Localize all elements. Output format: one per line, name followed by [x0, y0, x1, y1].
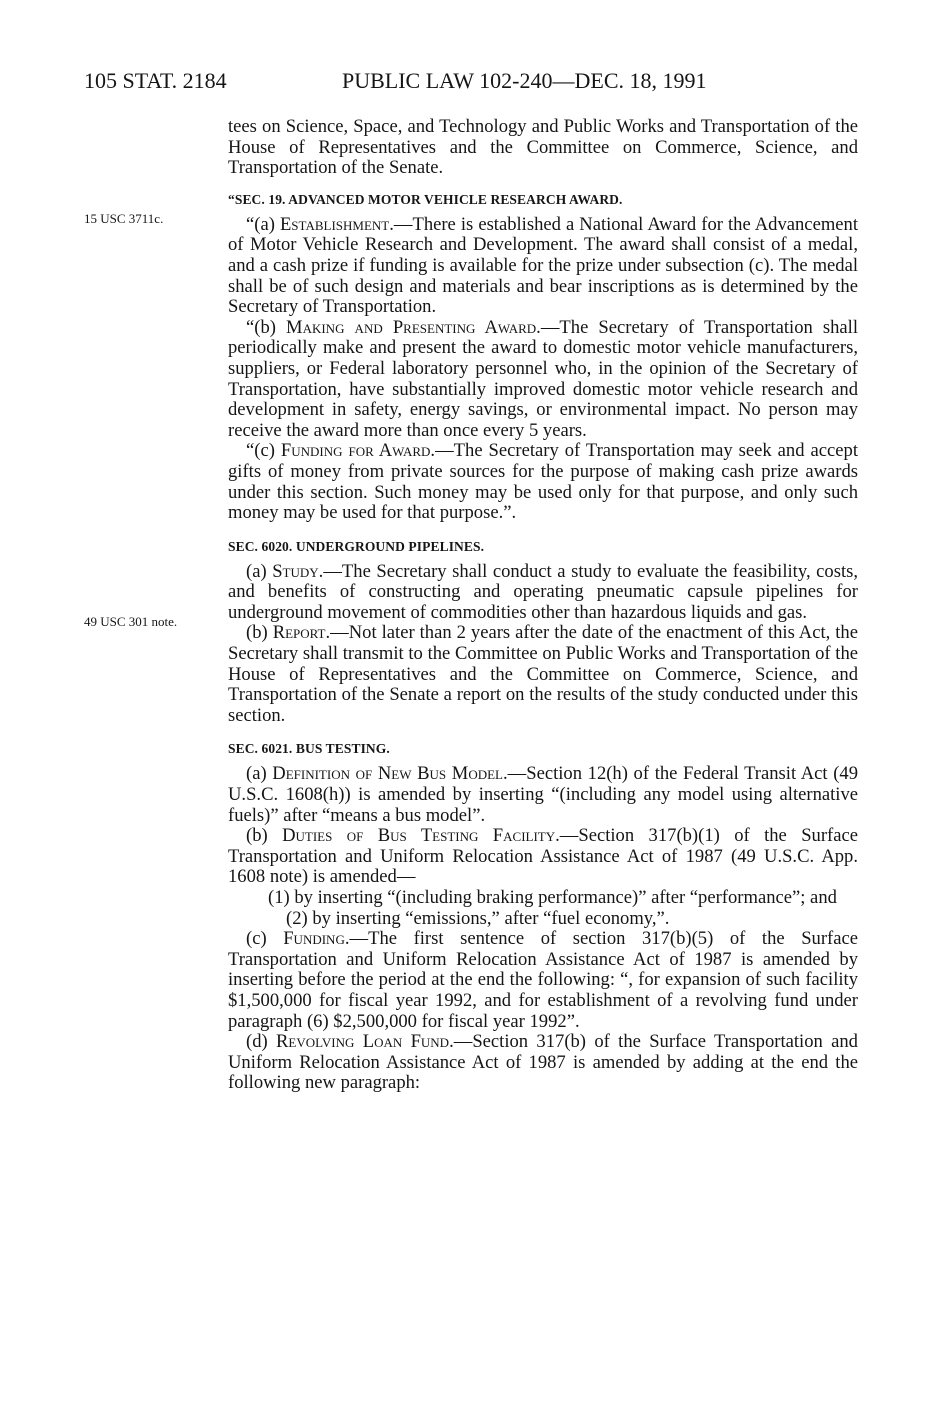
paragraph-19b: “(b) Making and Presenting Award.—The Secretary of Transportation shall periodically make and present the award to domestic motor vehicle manufacturers, suppliers, or Federal laboratory personnel who, in the opinion of the Secretary of Transportation, have substantially improved domestic motor vehicle research and development in safety, energy savings, or environmental impact. No person may receive the award more than once every 5 years.	[228, 316, 859, 441]
paragraph-6021b-2: (2) by inserting “emissions,” after “fuel economy,”.	[286, 907, 670, 929]
paragraph-6021c: (c) Funding.—The first sentence of section 317(b)(5) of the Surface Transportation and Uniform Relocation Assistance Act of 1987 is amended by inserting before the period at the end the following: “, for expansion of such facility $1,500,000 for fiscal year 1992, and for establishment of a revolving fund under paragraph (6) $2,500,000 for fiscal year 1992”.	[228, 928, 858, 1032]
section-6020-heading: SEC. 6020. UNDERGROUND PIPELINES.	[228, 538, 485, 554]
margin-note-usc-3711c: 15 USC 3711c.	[84, 211, 164, 226]
paragraph-6021b: (b) Duties of Bus Testing Facility.—Section 317(b)(1) of the Surface Transportation and Uniform Relocation Assistance Act of 1987 (49 U.S.C. App. 1608 note) is amended—	[228, 825, 858, 888]
paragraph-6021b-1: (1) by inserting “(including braking performance)” after “performance”; and	[268, 887, 837, 908]
paragraph-6021d: (d) Revolving Loan Fund.—Section 317(b) of the Surface Transportation and Uniform Relocation Assistance Act of 1987 is amended by adding at the end the following new paragraph:	[228, 1031, 858, 1094]
section-6021-heading: SEC. 6021. BUS TESTING.	[228, 741, 390, 757]
paragraph-19c: “(c) Funding for Award.—The Secretary of Transportation may seek and accept gifts of money from private sources for the purpose of making cash prize awards under this section. Such money may be used only for that purpose, and only such money may be used for that purpose.”.	[228, 440, 858, 524]
section-19-heading: “SEC. 19. ADVANCED MOTOR VEHICLE RESEARCH AWARD.	[228, 191, 623, 207]
paragraph-19a: “(a) Establishment.—There is established a National Award for the Advancement of Motor Vehicle Research and Development. The award shall consist of a medal, and a cash prize if funding is available for the prize under subsection (c). The medal shall be of such design and materials and bear inscriptions as is determined by the Secretary of Transportation.	[228, 213, 858, 318]
paragraph-6021a: (a) Definition of New Bus Model.—Section 12(h) of the Federal Transit Act (49 U.S.C. 1608(h)) is amended by inserting “(including any model using alternative fuels)” after “means a bus model”.	[228, 763, 858, 826]
paragraph-continuation: tees on Science, Space, and Technology and Public Works and Transportation of the House of Representatives and the Committee on Commerce, Science, and Transportation of the Senate.	[228, 116, 858, 179]
body-text	[228, 117, 858, 1094]
paragraph-6020b: (b) Report.—Not later than 2 years after the date of the enactment of this Act, the Secretary shall transmit to the Committee on Public Works and Transportation of the House of Representatives and the Committee on Commerce, Science, and Transportation of the Senate a report on the results of the study conducted under this section.	[228, 622, 858, 726]
paragraph-6020a: (a) Study.—The Secretary shall conduct a study to evaluate the feasibility, costs, and benefits of constructing and operating pneumatic capsule pipelines for underground movement of commodities other than hazardous liquids and gas.	[228, 560, 858, 623]
page-header	[84, 66, 884, 96]
public-law-title: PUBLIC LAW 102-240—DEC. 18, 1991	[342, 68, 707, 93]
margin-note-usc-301: 49 USC 301 note.	[84, 614, 178, 629]
statute-citation: 105 STAT. 2184	[84, 68, 227, 93]
